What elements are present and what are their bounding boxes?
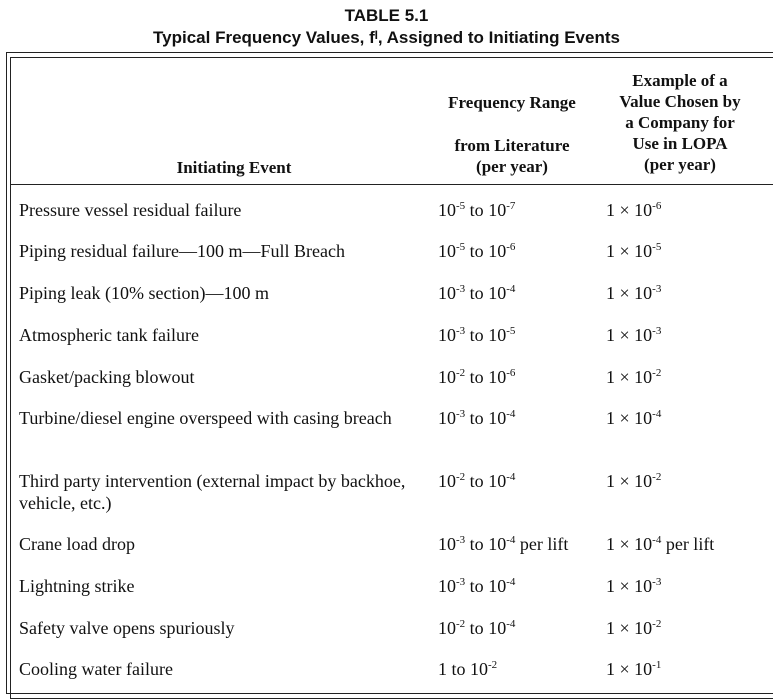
chosen-value-cell: $1 \times 10^{-5}$ bbox=[606, 241, 662, 261]
chosen-value-cell: $1 \times 10^{-6}$ bbox=[606, 200, 662, 220]
header-example-value: Example of a Value Chosen by a Company for Use in LOPA (per year) bbox=[619, 71, 741, 174]
header-frequency-range: Frequency Range from Literature (per year) bbox=[448, 93, 576, 176]
chosen-value-cell: $1 \times 10^{-2}$ bbox=[606, 471, 662, 491]
event-cell: Atmospheric tank failure bbox=[19, 325, 199, 345]
frequency-range-cell: $10^{-2}$ to $10^{-6}$ bbox=[438, 367, 516, 387]
frequency-range-cell: $10^{-5}$ to $10^{-7}$ bbox=[438, 200, 516, 220]
frequency-range-cell: 1 to $10^{-2}$ bbox=[438, 659, 498, 679]
event-cell: Gasket/packing blowout bbox=[19, 367, 195, 387]
frequency-range-cell: $10^{-3}$ to $10^{-4}$ bbox=[438, 576, 516, 596]
frequency-range-cell: $10^{-3}$ to $10^{-4}$ bbox=[438, 408, 516, 428]
chosen-value-cell: $1 \times 10^{-1}$ bbox=[606, 659, 662, 679]
event-cell: Cooling water failure bbox=[19, 659, 173, 679]
frequency-range-cell: $10^{-3}$ to $10^{-4}$ per lift bbox=[438, 534, 569, 554]
table-number: TABLE 5.1 bbox=[344, 6, 429, 25]
chosen-value-cell: $1 \times 10^{-3}$ bbox=[606, 576, 662, 596]
header-initiating-event: Initiating Event bbox=[176, 158, 292, 177]
event-cell: Piping residual failure—100 m—Full Breach bbox=[19, 241, 345, 261]
frequency-range-cell: $10^{-3}$ to $10^{-5}$ bbox=[438, 325, 516, 345]
chosen-value-cell: $1 \times 10^{-3}$ bbox=[606, 283, 662, 303]
frequency-range-cell: $10^{-3}$ to $10^{-4}$ bbox=[438, 283, 516, 303]
event-cell: Turbine/diesel engine overspeed with casing breach bbox=[19, 408, 392, 428]
event-cell: Third party intervention (external impact by backhoe, vehicle, etc.) bbox=[19, 471, 406, 513]
table-caption bbox=[0, 5, 773, 49]
chosen-value-cell: $1 \times 10^{-2}$ bbox=[606, 618, 662, 638]
chosen-value-cell: $1 \times 10^{-4}$ bbox=[606, 408, 662, 428]
event-cell: Lightning strike bbox=[19, 576, 135, 596]
event-cell: Piping leak (10% section)—100 m bbox=[19, 283, 269, 303]
event-cell: Crane load drop bbox=[19, 534, 135, 554]
chosen-value-cell: $1 \times 10^{-4}$ per lift bbox=[606, 534, 715, 554]
header-divider bbox=[10, 184, 773, 185]
chosen-value-cell: $1 \times 10^{-2}$ bbox=[606, 367, 662, 387]
event-cell: Pressure vessel residual failure bbox=[19, 200, 242, 220]
event-cell: Safety valve opens spuriously bbox=[19, 618, 235, 638]
frequency-range-cell: $10^{-2}$ to $10^{-4}$ bbox=[438, 471, 516, 491]
frequency-range-cell: $10^{-2}$ to $10^{-4}$ bbox=[438, 618, 516, 638]
frequency-range-cell: $10^{-5}$ to $10^{-6}$ bbox=[438, 241, 516, 261]
table-title: Typical Frequency Values, fᴵ, Assigned to Initiating Events bbox=[153, 28, 620, 47]
chosen-value-cell: $1 \times 10^{-3}$ bbox=[606, 325, 662, 345]
